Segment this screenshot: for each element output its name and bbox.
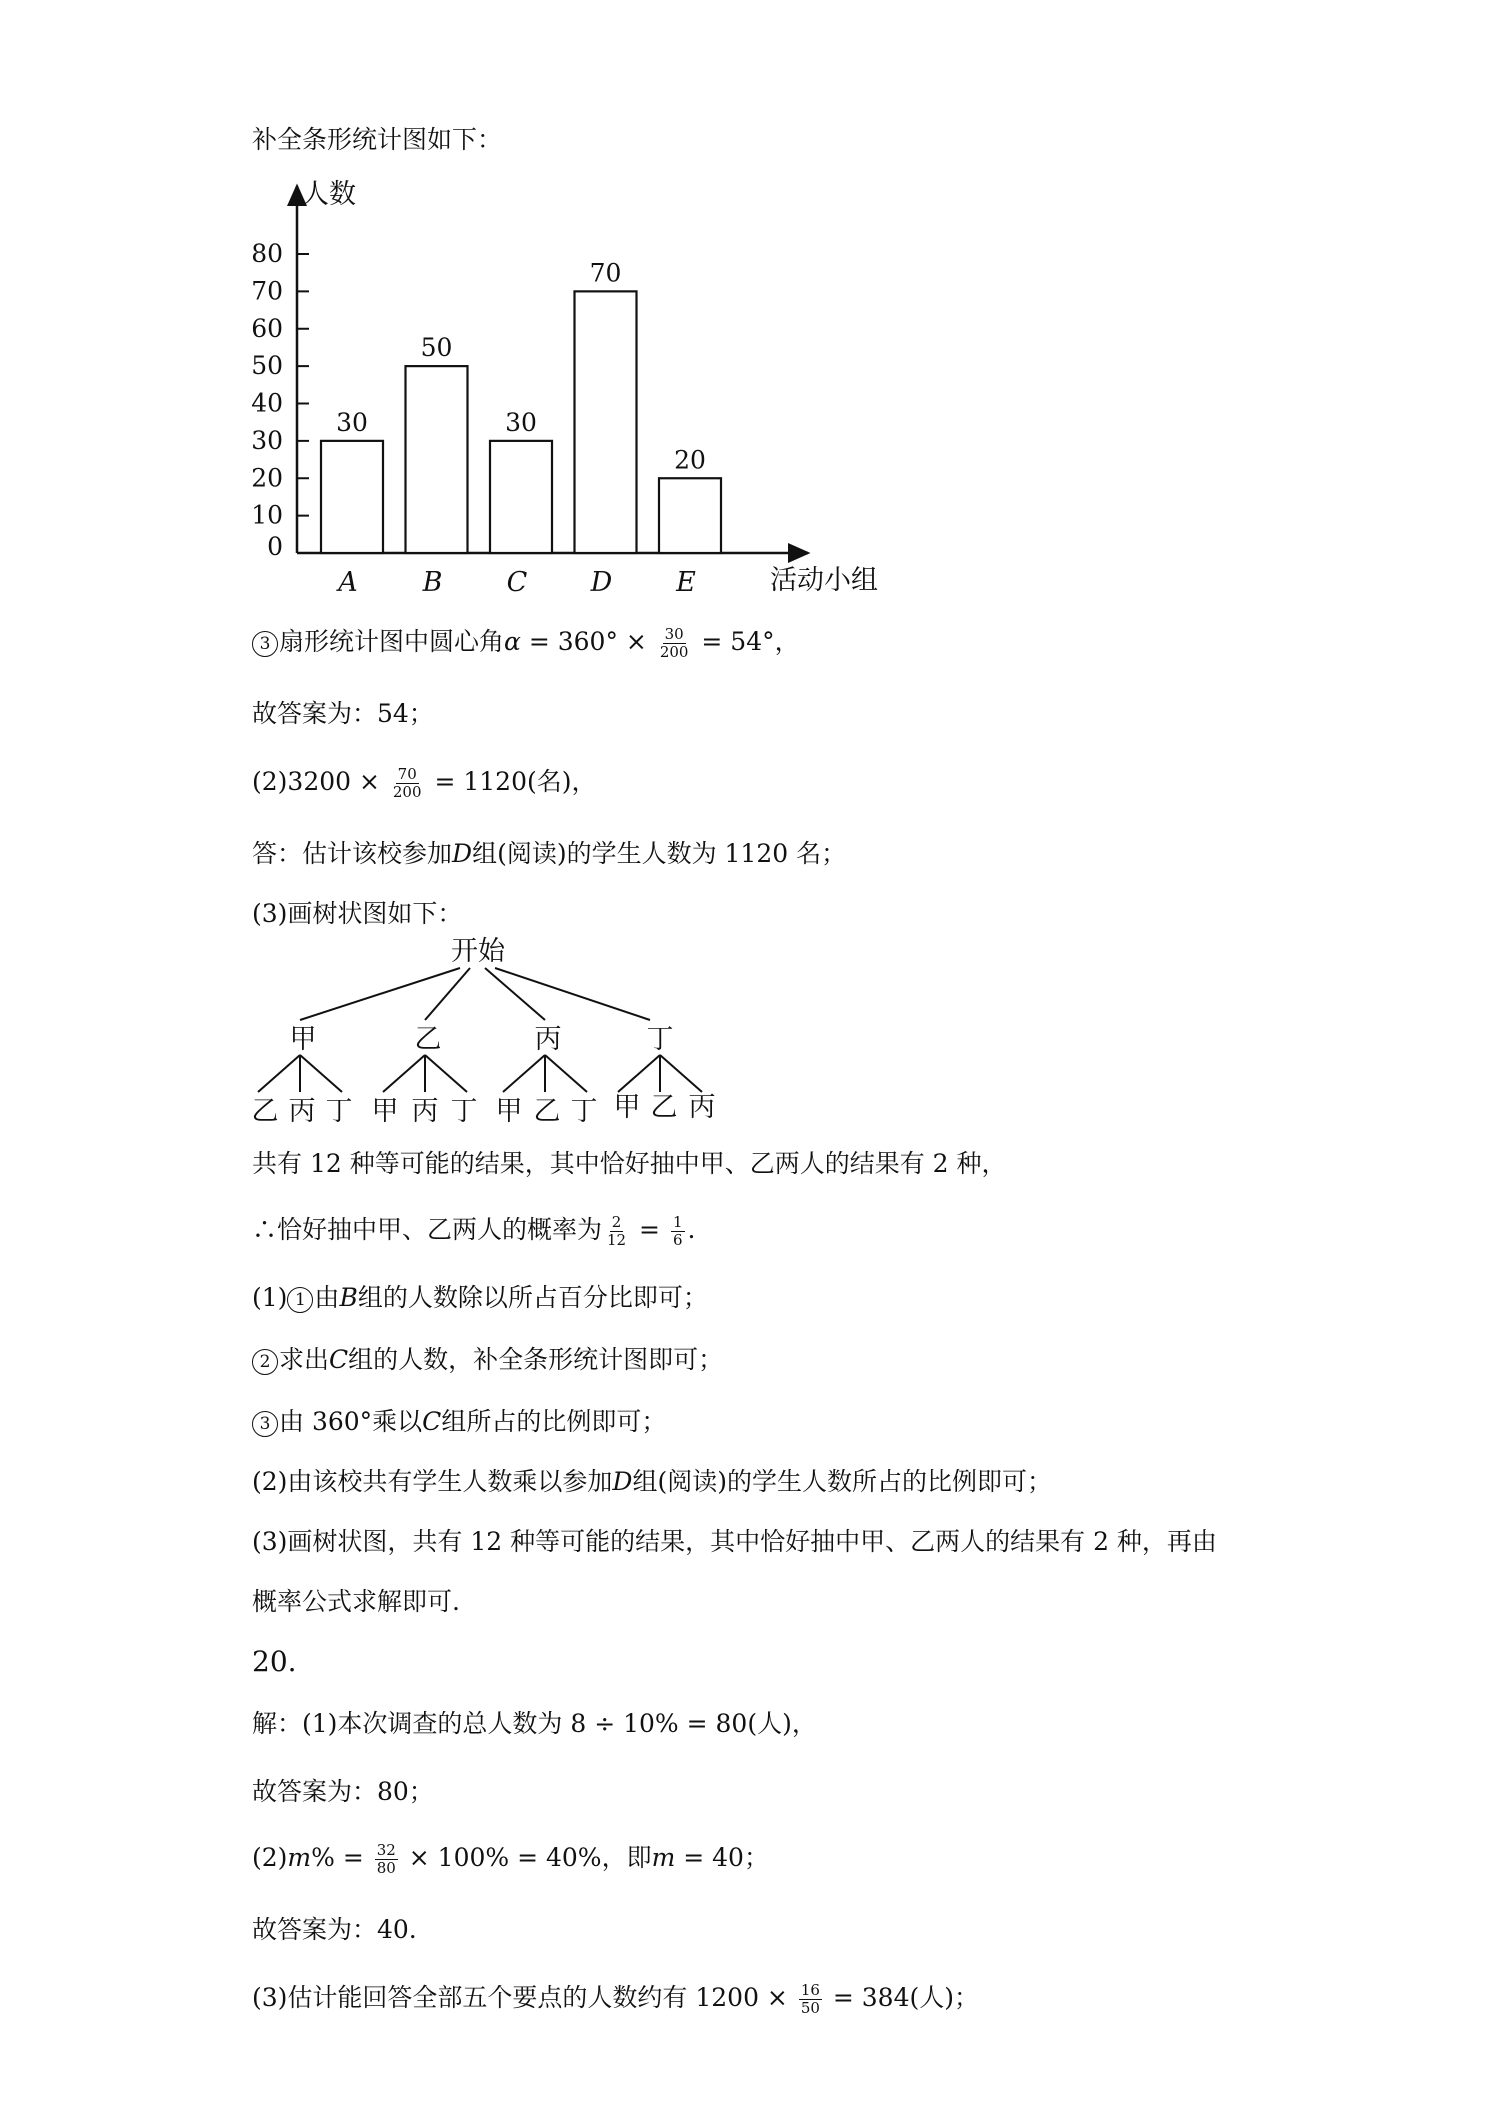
q2-line: (2)3200 × $\frac{70}{200}$ = 1120(名)，	[252, 765, 597, 801]
circled-three: 3	[252, 1411, 278, 1437]
bar-value-label: 70	[589, 258, 622, 288]
tree-leaf: 乙	[650, 1092, 678, 1123]
solution-5: (3)估计能回答全部五个要点的人数约有 1200 × $\frac{16}{50}$ = 384(人)；	[252, 1981, 979, 2017]
solution-4: 故答案为：40.	[252, 1915, 417, 1944]
bar-E	[659, 478, 721, 553]
analysis-3: 3 由 360°乘以C组所占的比例即可；	[252, 1406, 666, 1438]
analysis-4: (2)由该校共有学生人数乘以参加D组(阅读)的学生人数所占的比例即可；	[252, 1467, 1052, 1496]
solution-3: (2)m% = $\frac{32}{80}$ × 100% = 40%，即m = 40；	[252, 1841, 769, 1877]
analysis-1: (1) 1 由B组的人数除以所占百分比即可；	[252, 1283, 708, 1312]
bar-value-label: 30	[505, 407, 537, 437]
solution-1: 解：(1)本次调查的总人数为 8 ÷ 10% = 80(人)，	[252, 1709, 817, 1738]
tree-leaf: 丙	[288, 1096, 316, 1127]
y-tick-label: 30	[251, 425, 283, 455]
tree-leaf: 丁	[570, 1096, 598, 1127]
bar-value-label: 50	[420, 333, 453, 363]
solution-2: 故答案为：80；	[252, 1777, 434, 1806]
analysis-2: 2 求出C组的人数，补全条形统计图即可；	[252, 1344, 723, 1376]
question-number: 20.	[252, 1645, 297, 1678]
y-tick-label: 70	[251, 276, 283, 306]
y-axis-label: 人数	[302, 179, 356, 210]
x-category-label: D	[590, 567, 613, 598]
result-line-1: 共有 12 种等可能的结果，其中恰好抽中甲、乙两人的结果有 2 种，	[252, 1149, 1007, 1178]
circled-one: 1	[287, 1287, 313, 1313]
bar-D	[575, 291, 637, 553]
analysis-5a: (3)画树状图，共有 12 种等可能的结果，其中恰好抽中甲、乙两人的结果有 2 种，再由	[252, 1527, 1217, 1556]
tree-node: 乙	[414, 1024, 442, 1055]
analysis-5b: 概率公式求解即可.	[252, 1587, 460, 1616]
q3-line: (3)画树状图如下：	[252, 899, 463, 928]
tree-node: 丁	[646, 1024, 674, 1055]
intro-text: 补全条形统计图如下：	[252, 125, 503, 154]
y-tick-label: 0	[267, 532, 283, 561]
tree-root: 开始	[451, 936, 505, 967]
bar-B	[406, 366, 468, 553]
answer-line: 故答案为：54；	[252, 699, 434, 728]
y-tick-label: 80	[251, 239, 283, 268]
tree-leaf: 丁	[450, 1096, 478, 1127]
x-category-label: A	[338, 567, 358, 598]
y-tick-label: 50	[251, 351, 283, 381]
circled-three: 3	[252, 631, 278, 657]
bar-value-label: 20	[674, 445, 706, 475]
tree-diagram	[0, 920, 1488, 1140]
bar-A	[321, 441, 383, 553]
circled-two: 2	[252, 1349, 278, 1375]
tree-leaf: 丁	[325, 1096, 353, 1127]
x-category-label: B	[422, 567, 443, 598]
tree-leaf: 甲	[371, 1096, 399, 1127]
step3-line: 3 扇形统计图中圆心角α = 360° × $\frac{30}{200}$ = 54°，	[252, 626, 800, 661]
q2-answer-line: 答：估计该校参加D组(阅读)的学生人数为 1120 名；	[252, 839, 847, 868]
bar-chart	[0, 0, 1488, 640]
x-category-label: C	[506, 567, 528, 598]
y-tick-label: 40	[251, 388, 283, 418]
result-line-2: ∴恰好抽中甲、乙两人的概率为 $\frac{2}{12}$ = $\frac{1}{6}$ .	[252, 1213, 696, 1249]
bar-C	[490, 441, 552, 553]
tree-leaf: 丙	[411, 1096, 439, 1127]
tree-leaf: 丙	[688, 1092, 716, 1123]
x-axis-label: 活动小组	[770, 565, 878, 596]
bar-value-label: 30	[336, 407, 368, 437]
y-tick-label: 10	[251, 500, 283, 530]
y-tick-label: 20	[251, 463, 283, 493]
tree-leaf: 乙	[533, 1096, 561, 1127]
y-tick-label: 60	[251, 313, 283, 343]
tree-leaf: 甲	[613, 1092, 641, 1123]
x-category-label: E	[676, 567, 696, 598]
tree-leaf: 乙	[251, 1096, 279, 1127]
tree-node: 丙	[534, 1024, 562, 1055]
tree-leaf: 甲	[495, 1096, 523, 1127]
tree-node: 甲	[289, 1024, 317, 1055]
